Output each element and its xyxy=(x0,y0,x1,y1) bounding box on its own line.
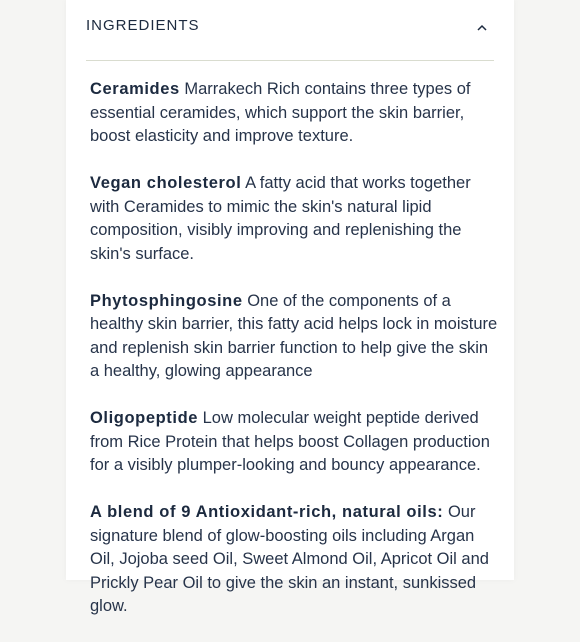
ingredient-description: Our signature blend of glow-boosting oils including Argan Oil, Jojoba seed Oil, Sweet Almond Oil, Apricot Oil and Prickly Pear Oil to give the skin an instant, sunkissed glow. xyxy=(90,503,489,615)
ingredient-phytosphingosine xyxy=(90,290,498,384)
ingredient-description: Low molecular weight peptide derived from Rice Protein that helps boost Collagen production for a visibly plumper-looking and bouncy appearance. xyxy=(90,409,490,474)
accordion-title: INGREDIENTS xyxy=(86,17,200,34)
ingredient-term: Ceramides xyxy=(90,80,180,98)
ingredient-description: Marrakech Rich contains three types of essential ceramides, which support the skin barrier, boost elasticity and improve texture. xyxy=(90,80,471,145)
ingredients-accordion xyxy=(66,0,514,615)
ingredient-term: Phytosphingosine xyxy=(90,291,243,310)
ingredient-term: Vegan cholesterol xyxy=(90,174,242,192)
accordion-content xyxy=(90,78,498,642)
ingredient-term: Oligopeptide xyxy=(90,409,199,427)
ingredient-term: A blend of 9 Antioxidant-rich, natural oils: xyxy=(90,503,444,521)
ingredient-oligopeptide xyxy=(90,407,498,478)
ingredient-vegan-cholesterol xyxy=(90,172,498,266)
divider xyxy=(86,60,494,61)
ingredient-ceramides xyxy=(90,78,498,149)
ingredient-description: One of the components of a healthy skin barrier, this fatty acid helps lock in moisture and replenish skin barrier function to help give the skin a healthy, glowing appearance xyxy=(90,291,498,380)
ingredient-oil-blend xyxy=(90,501,498,619)
ingredient-description: A fatty acid that works together with Ceramides to mimic the skin's natural lipid composition, visibly improving and replenishing the skin's surface. xyxy=(90,174,471,263)
chevron-up-icon[interactable] xyxy=(476,21,488,33)
accordion-header[interactable] xyxy=(86,17,494,39)
